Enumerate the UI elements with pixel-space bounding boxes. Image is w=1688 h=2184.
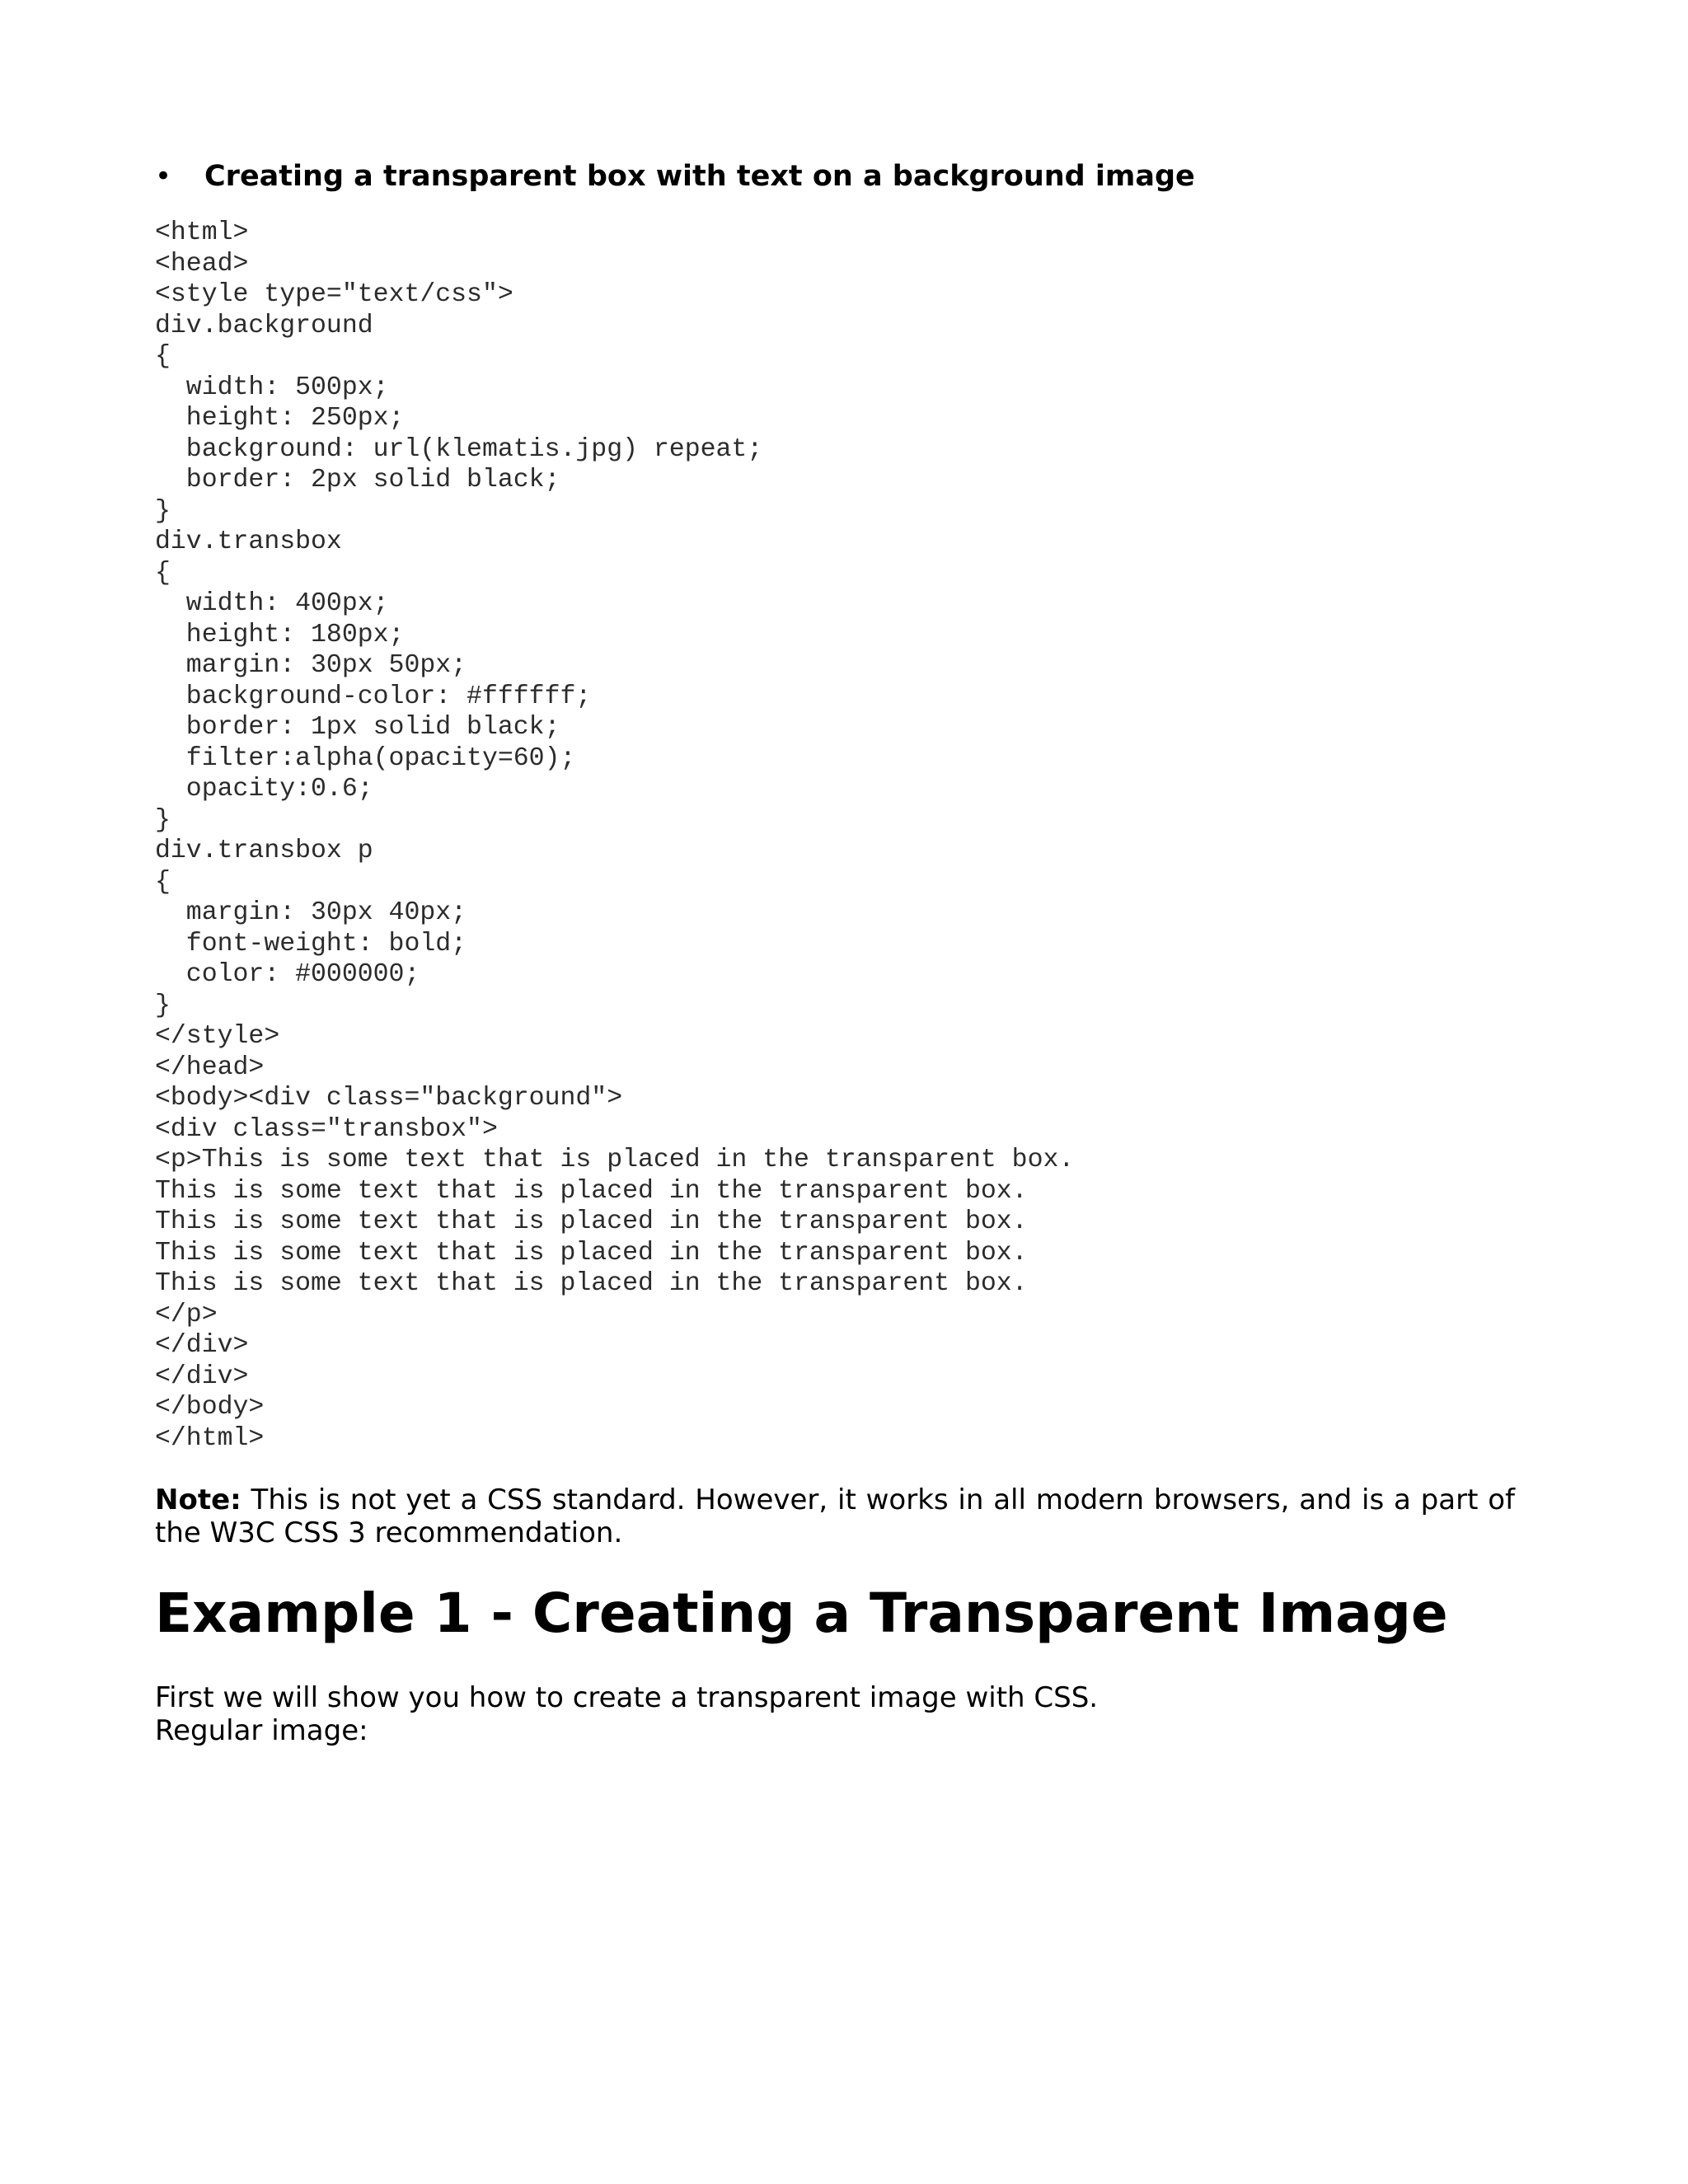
code-line: width: 500px; (155, 373, 389, 402)
code-line: border: 1px solid black; (155, 713, 560, 742)
code-line: { (155, 558, 171, 588)
code-block (155, 218, 1523, 1454)
code-line: <html> (155, 218, 249, 247)
code-line: This is some text that is placed in the transparent box. (155, 1269, 1028, 1298)
code-line: </div> (155, 1361, 249, 1391)
code-line: opacity:0.6; (155, 775, 373, 804)
code-line: </body> (155, 1393, 265, 1422)
code-line: <div class="transbox"> (155, 1114, 498, 1144)
code-line: } (155, 805, 171, 835)
bullet-item (155, 153, 1523, 199)
code-line: background-color: #ffffff; (155, 682, 592, 711)
code-line: margin: 30px 40px; (155, 898, 467, 927)
code-line: </p> (155, 1300, 218, 1329)
code-line: font-weight: bold; (155, 929, 467, 958)
code-line: </div> (155, 1331, 249, 1360)
intro-paragraph: First we will show you how to create a transparent image with CSS. (155, 1681, 1099, 1714)
code-line: <p>This is some text that is placed in the transparent box. (155, 1146, 1075, 1174)
code-line: color: #000000; (155, 960, 420, 989)
note-paragraph (155, 1483, 1515, 1549)
note-label: Note: (155, 1483, 241, 1516)
document-page (155, 153, 1523, 1747)
code-line: { (155, 867, 171, 897)
code-line: </html> (155, 1423, 265, 1453)
note-text: This is not yet a CSS standard. However, it works in all modern browsers, and is a part of the W3C CSS 3 recommendation. (155, 1483, 1515, 1549)
bullet-heading: Creating a transparent box with text on a background image (204, 160, 1195, 193)
code-line: { (155, 342, 171, 371)
code-line: <style type="text/css"> (155, 280, 513, 309)
image-caption: Regular image: (155, 1714, 368, 1747)
code-line: height: 250px; (155, 404, 405, 433)
code-line: height: 180px; (155, 620, 405, 649)
code-line: This is some text that is placed in the transparent box. (155, 1207, 1028, 1236)
code-line: </style> (155, 1022, 280, 1051)
code-line: background: url(klematis.jpg) repeat; (155, 434, 763, 464)
section-heading: Example 1 - Creating a Transparent Image (155, 1582, 1448, 1645)
code-line: width: 400px; (155, 589, 389, 618)
code-line: <body><div class="background"> (155, 1084, 623, 1113)
code-line: </head> (155, 1052, 265, 1082)
code-line: } (155, 496, 171, 526)
code-line: filter:alpha(opacity=60); (155, 743, 576, 773)
code-line: div.background (155, 311, 373, 340)
code-line: div.transbox p (155, 837, 373, 865)
code-line: <head> (155, 249, 249, 279)
bullet-icon: • (155, 160, 172, 193)
code-line: div.transbox (155, 527, 342, 556)
code-line: margin: 30px 50px; (155, 651, 467, 680)
code-line: } (155, 991, 171, 1020)
code-line: This is some text that is placed in the transparent box. (155, 1238, 1028, 1268)
code-line: border: 2px solid black; (155, 466, 560, 494)
code-line: This is some text that is placed in the transparent box. (155, 1176, 1028, 1206)
